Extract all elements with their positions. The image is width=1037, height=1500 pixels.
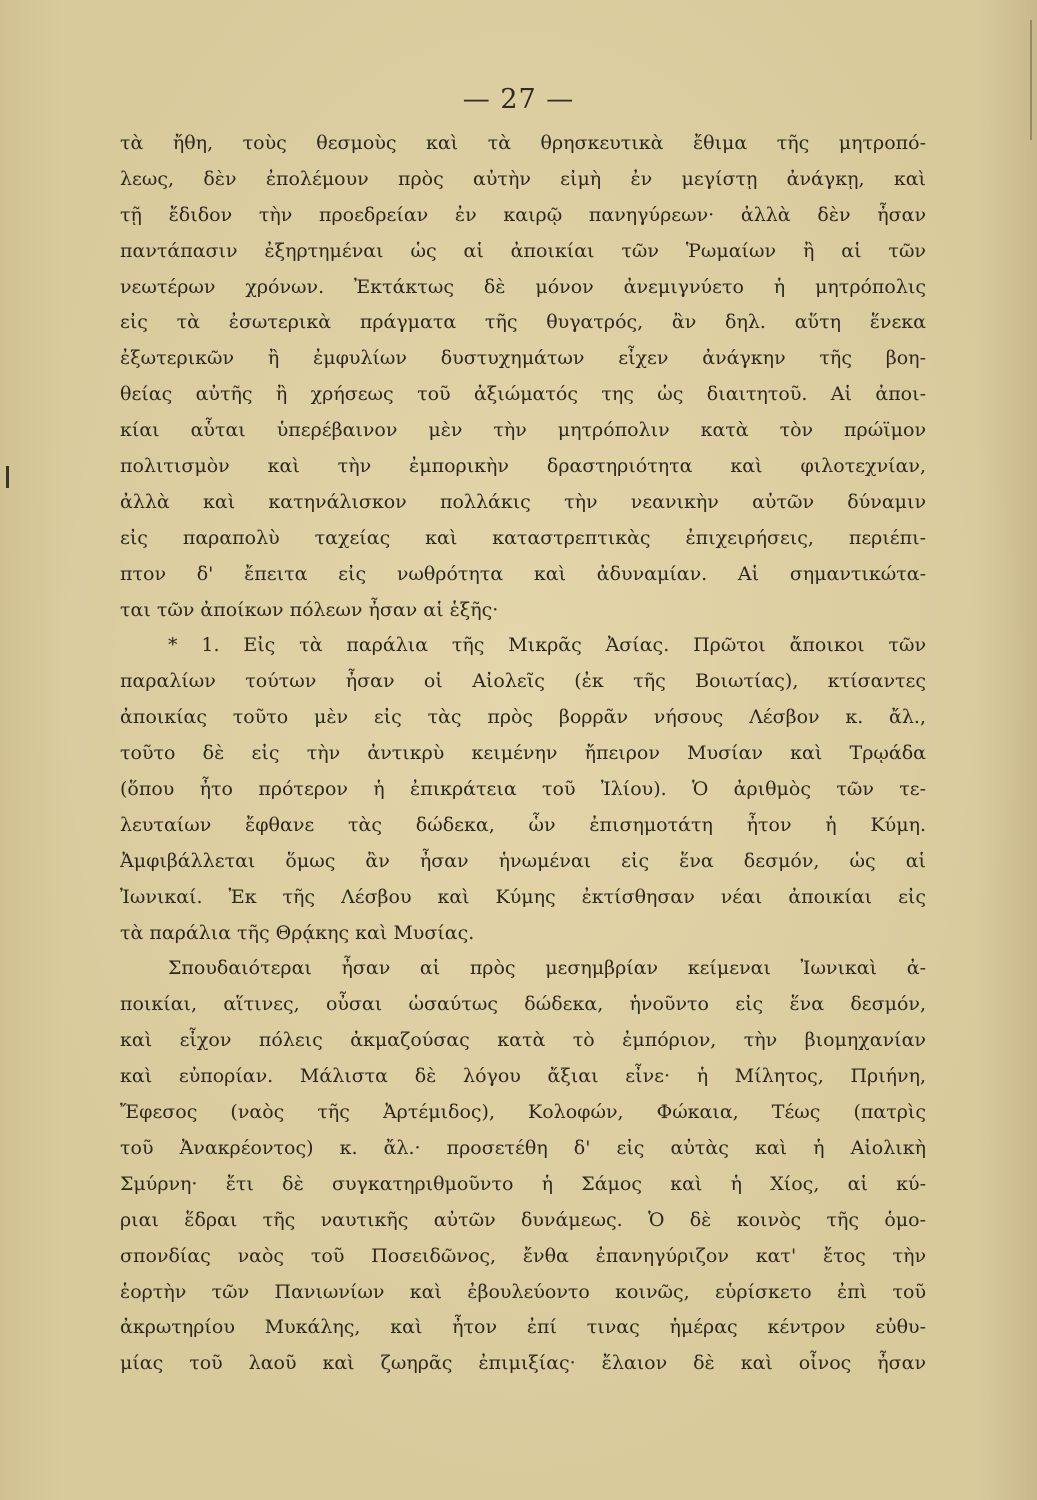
text-line: παντάπασιν ἐξηρτημέναι ὡς αἱ ἀποικίαι τῶν Ῥωμαίων ἢ αἱ τῶν [120,239,926,262]
text-line: τοῦ Ἀνακρέοντος) κ. ἄλ.· προσετέθη δ' εἰς αὐτὰς καὶ ἡ Αἰολικὴ [120,1136,926,1159]
margin-mark [6,466,9,488]
text-line: Σμύρνη· ἔτι δὲ συγκατηριθμοῦντο ἡ Σάμος καὶ ἡ Χίος, αἱ κύ- [120,1172,926,1195]
text-line: ἀλλὰ καὶ κατηνάλισκον πολλάκις τὴν νεανικὴν αὐτῶν δύναμιν [120,490,926,513]
page-number: — 27 — [462,84,575,115]
text-line: τοῦτο δὲ εἰς τὴν ἀντικρὺ κειμένην ἤπειρον Μυσίαν καὶ Τρῳάδα [120,742,926,765]
text-line: καὶ εὐπορίαν. Μάλιστα δὲ λόγου ἄξιαι εἶνε· ἡ Μίλητος, Πριήνη, [120,1065,926,1088]
text-line: θείας αὐτῆς ἢ χρήσεως τοῦ ἀξιώματός της ὡς διαιτητοῦ. Αἱ ἀποι- [120,383,926,406]
text-line: νεωτέρων χρόνων. Ἐκτάκτως δὲ μόνον ἀνεμιγνύετο ἡ μητρόπολις [120,275,926,298]
body-text [120,126,926,1382]
section-heading-line: * 1. Εἰς τὰ παράλια τῆς Μικρᾶς Ἀσίας. Πρῶτοι ἄποικοι τῶν [168,634,926,657]
text-line: ριαι ἕδραι τῆς ναυτικῆς αὐτῶν δυνάμεως. Ὁ δὲ κοινὸς τῆς ὁμο- [120,1208,926,1231]
paragraph-start-line: Σπουδαιότεραι ἦσαν αἱ πρὸς μεσημβρίαν κείμεναι Ἰωνικαὶ ἀ- [168,957,926,980]
text-line: Ἔφεσος (ναὸς τῆς Ἀρτέμιδος), Κολοφών, Φώκαια, Τέως (πατρὶς [120,1101,926,1124]
text-line: λευταίων ἔφθανε τὰς δώδεκα, ὧν ἐπισημοτάτη ἦτον ἡ Κύμη. [120,813,926,836]
text-line: παραλίων τούτων ἦσαν οἱ Αἰολεῖς (ἐκ τῆς Βοιωτίας), κτίσαντες [120,670,926,693]
page-edge-shadow [1030,20,1032,140]
text-line: εἰς παραπολὺ ταχείας καὶ καταστρεπτικὰς ἐπιχειρήσεις, περιέπι- [120,526,926,549]
text-line: σπονδίας ναὸς τοῦ Ποσειδῶνος, ἔνθα ἐπανηγύριζον κατ' ἔτος τὴν [120,1244,926,1267]
text-line: (ὅπου ἦτο πρότερον ἡ ἐπικράτεια τοῦ Ἰλίου). Ὁ ἀριθμὸς τῶν τε- [120,778,926,801]
text-line: πτον δ' ἔπειτα εἰς νωθρότητα καὶ ἀδυναμίαν. Αἱ σημαντικώτα- [120,562,926,585]
text-line: ἐξωτερικῶν ἢ ἐμφυλίων δυστυχημάτων εἶχεν ἀνάγκην τῆς βοη- [120,347,926,370]
text-line: ἀποικίας τοῦτο μὲν εἰς τὰς πρὸς βορρᾶν νήσους Λέσβον κ. ἄλ., [120,706,926,729]
text-line: λεως, δὲν ἐπολέμουν πρὸς αὐτὴν εἰμὴ ἐν μεγίστῃ ἀνάγκῃ, καὶ [120,167,926,190]
text-line: ἀκρωτηρίου Μυκάλης, καὶ ἦτον ἐπί τινας ἡμέρας κέντρον εὐθυ- [120,1316,926,1339]
text-line: τὰ παράλια τῆς Θρᾴκης καὶ Μυσίας. [120,921,475,944]
text-line: πολιτισμὸν καὶ τὴν ἐμπορικὴν δραστηριότητα καὶ φιλοτεχνίαν, [120,455,926,478]
text-line: ἑορτὴν τῶν Πανιωνίων καὶ ἐβουλεύοντο κοινῶς, εὑρίσκετο ἐπὶ τοῦ [120,1280,926,1303]
text-line: τὰ ἤθη, τοὺς θεσμοὺς καὶ τὰ θρησκευτικὰ ἔθιμα τῆς μητροπό- [120,132,926,154]
text-line: ται τῶν ἀποίκων πόλεων ἦσαν αἱ ἑξῆς· [120,598,499,621]
text-line: ποικίαι, αἵτινες, οὖσαι ὡσαύτως δώδεκα, ἡνοῦντο εἰς ἕνα δεσμόν, [120,993,926,1016]
text-line: μίας τοῦ λαοῦ καὶ ζωηρᾶς ἐπιμιξίας· ἔλαιον δὲ καὶ οἶνος ἦσαν [120,1352,926,1375]
text-line: τῇ ἔδιδον τὴν προεδρείαν ἐν καιρῷ πανηγύρεων· ἀλλὰ δὲν ἦσαν [120,203,926,226]
text-line: Ἀμφιβάλλεται ὅμως ἂν ἦσαν ἡνωμέναι εἰς ἕνα δεσμόν, ὡς αἱ [120,849,926,872]
text-line: Ἰωνικαί. Ἐκ τῆς Λέσβου καὶ Κύμης ἐκτίσθησαν νέαι ἀποικίαι εἰς [120,885,926,908]
text-line: εἰς τὰ ἐσωτερικὰ πράγματα τῆς θυγατρός, ἂν δηλ. αὕτη ἕνεκα [120,311,926,334]
text-line: καὶ εἶχον πόλεις ἀκμαζούσας κατὰ τὸ ἐμπόριον, τὴν βιομηχανίαν [120,1029,926,1052]
text-line: κίαι αὗται ὑπερέβαινον μὲν τὴν μητρόπολιν κατὰ τὸν πρώϊμον [120,419,926,442]
